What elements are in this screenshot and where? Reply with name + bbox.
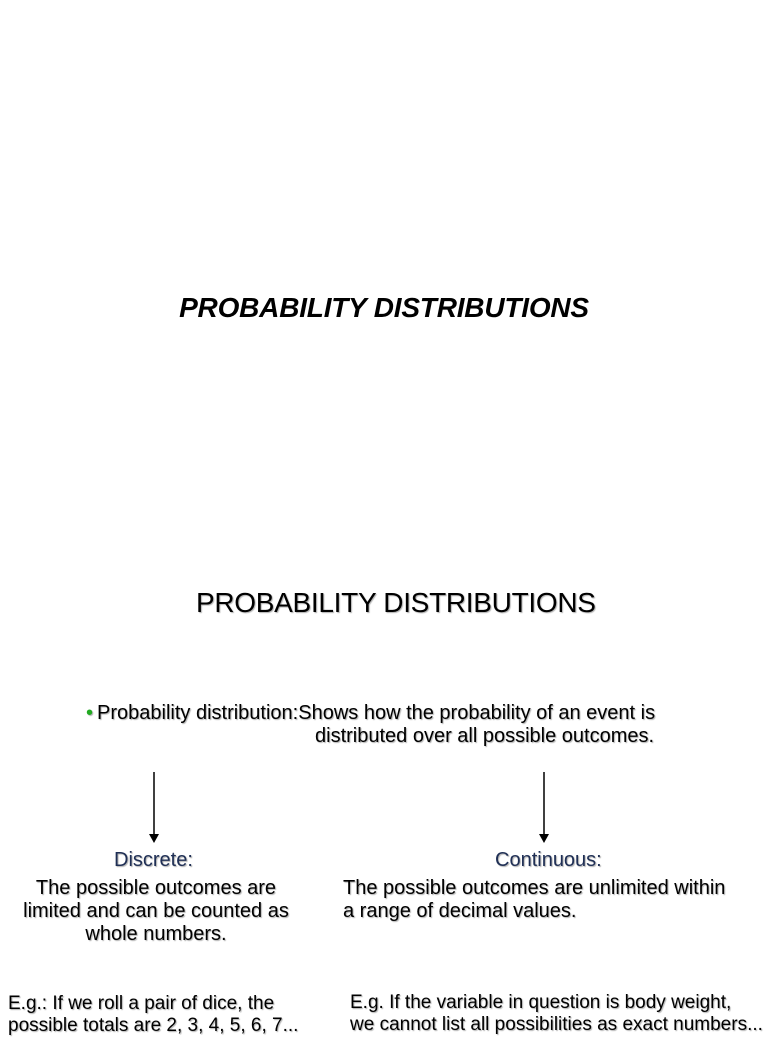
discrete-heading: Discrete:: [114, 849, 193, 871]
discrete-example-line: possible totals are 2, 3, 4, 5, 6, 7...: [8, 1015, 299, 1036]
discrete-description-line: limited and can be counted as: [23, 900, 289, 922]
discrete-example: [8, 993, 298, 1037]
definition-term: Probability distribution:: [97, 702, 299, 724]
continuous-description: [343, 877, 725, 923]
definition-text-line-2: distributed over all possible outcomes.: [315, 725, 655, 747]
bullet-icon: •: [86, 702, 94, 724]
continuous-heading: Continuous:: [495, 849, 602, 871]
arrow-down-icon-discrete: [148, 772, 160, 844]
continuous-description-line: The possible outcomes are unlimited within: [343, 877, 726, 899]
discrete-description-line: The possible outcomes are: [35, 877, 277, 899]
continuous-example-line: E.g. If the variable in question is body weight,: [350, 992, 732, 1013]
slide-2-title: PROBABILITY DISTRIBUTIONS: [196, 587, 596, 618]
discrete-example-line: E.g.: If we roll a pair of dice, the: [8, 993, 275, 1014]
slide-1-title: PROBABILITY DISTRIBUTIONS: [179, 292, 589, 323]
arrow-down-icon-continuous: [538, 772, 550, 844]
discrete-description: [6, 877, 306, 946]
continuous-description-line: a range of decimal values.: [343, 900, 577, 922]
continuous-example-line: we cannot list all possibilities as exact numbers...: [350, 1014, 763, 1035]
continuous-example: [350, 992, 763, 1036]
definition-line-1: [86, 702, 655, 725]
discrete-description-line: whole numbers.: [85, 923, 227, 945]
definition-text-line-1: Shows how the probability of an event is: [298, 702, 656, 724]
